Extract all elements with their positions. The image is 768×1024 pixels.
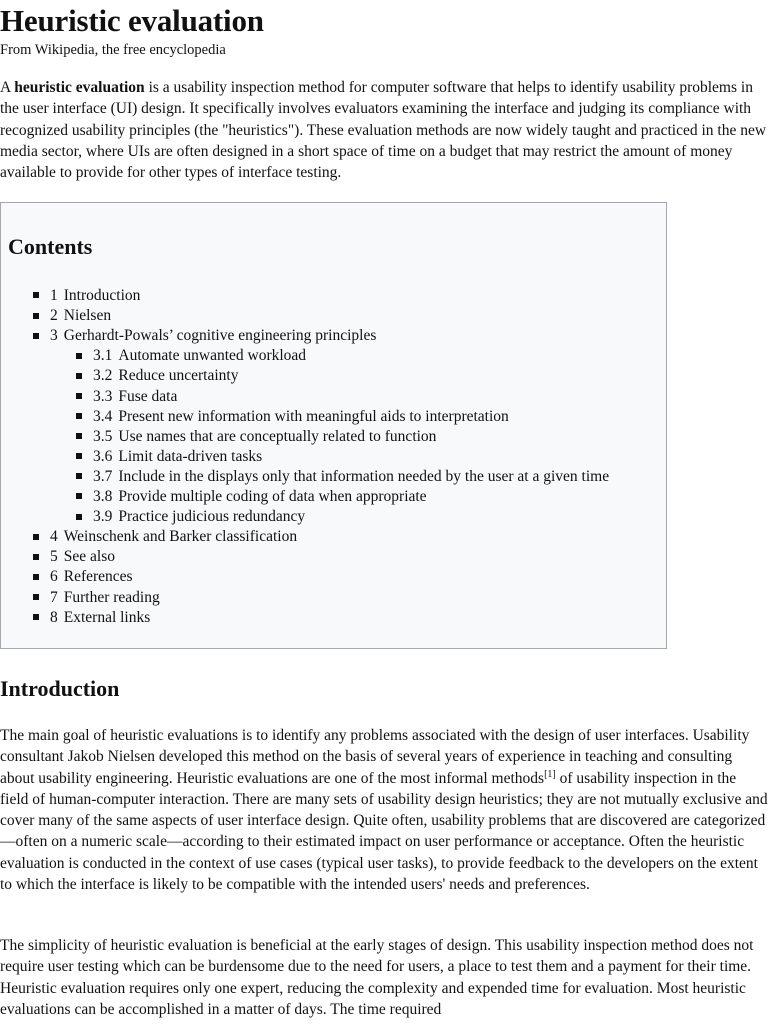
toc-number: 7	[50, 588, 58, 606]
lead-bold-term: heuristic evaluation	[14, 79, 145, 96]
citation-link-1[interactable]: [1]	[544, 768, 556, 780]
introduction-text-rest: of usability inspection in the field of human-computer interaction. There are many sets of usability design heuristics; they are not mutually exclusive and cover many of the same aspects of user interface design. Quite often, usability problems that are discovered are categorized—often on a numeric scale—according to their estimated impact on user performance or acceptance. Often the heuristic evaluation is conducted in the context of use cases (typical user tasks), to provide feedback to the developers on the extent to which the interface is likely to be compatible with the intended users' needs and preferences.	[0, 769, 768, 894]
bullet-icon	[76, 473, 82, 479]
toc-title: Contents	[8, 234, 93, 259]
toc-item[interactable]	[76, 507, 305, 527]
introduction-paragraph-2: The simplicity of heuristic evaluation is beneficial at the early stages of design. This usability inspection method does not require user testing which can be burdensome due to the need for users, a place to test them and a payment for their time. Heuristic evaluation requires only one expert, reducing the complexity and expended time for evaluation. Most heuristic evaluations can be accomplished in a matter of days. The time required	[0, 937, 754, 1018]
toc-link[interactable]	[50, 568, 133, 585]
toc-item[interactable]	[33, 567, 133, 587]
section-heading-introduction: Introduction	[0, 676, 120, 701]
toc-item[interactable]	[33, 588, 160, 608]
bullet-icon	[76, 373, 82, 379]
toc-label: Weinschenk and Barker classification	[63, 528, 298, 546]
toc-number: 3.8	[93, 488, 113, 505]
toc-number: 3.1	[93, 347, 113, 365]
toc-number: 5	[50, 548, 58, 566]
toc-number: 6	[50, 568, 58, 586]
site-subtitle: From Wikipedia, the free encyclopedia	[0, 42, 226, 58]
toc-number: 3	[50, 327, 58, 345]
toc-item[interactable]	[76, 407, 509, 427]
bullet-icon	[33, 574, 39, 580]
toc-label: Limit data-driven tasks	[118, 447, 263, 465]
toc-link[interactable]	[93, 448, 262, 465]
toc-link[interactable]	[50, 528, 297, 545]
toc-label: Present new information with meaningful aids to interpretation	[118, 407, 509, 425]
toc-item[interactable]	[76, 366, 238, 386]
toc-label: Include in the displays only that information needed by the user at a given time	[118, 467, 610, 485]
toc-label: Use names that are conceptually related to function	[118, 427, 437, 445]
bullet-icon	[76, 413, 82, 419]
bullet-icon	[76, 493, 82, 499]
toc-number: 3.5	[93, 427, 113, 445]
toc-link[interactable]	[50, 548, 115, 565]
toc-item[interactable]	[33, 306, 111, 326]
toc-link[interactable]	[50, 327, 376, 344]
bullet-icon	[76, 353, 82, 359]
toc-label: Reduce uncertainty	[118, 367, 239, 385]
toc-link[interactable]	[50, 307, 111, 324]
citation-ref	[544, 768, 556, 779]
toc-number: 3.9	[93, 508, 113, 526]
toc-number: 1	[50, 287, 58, 304]
introduction-paragraph-1	[0, 725, 768, 895]
lead-text-rest: is a usability inspection method for computer software that helps to identify usability problems in the user interface (UI) design. It specifically involves evaluators examining the interface and judging its compliance with recognized usability principles (the "heuristics"). These evaluation methods are now widely taught and practiced in the new media sector, where UIs are often designed in a short space of time on a budget that may restrict the amount of money available to provide for other types of interface testing.	[0, 79, 767, 182]
toc-link[interactable]	[93, 468, 609, 485]
bullet-icon	[33, 554, 39, 560]
toc-label: External links	[63, 608, 151, 626]
toc-label: Introduction	[63, 287, 141, 304]
toc-item[interactable]	[33, 527, 297, 547]
toc-label: References	[63, 568, 133, 586]
bullet-icon	[33, 333, 39, 339]
toc-number: 8	[50, 608, 58, 626]
toc-link[interactable]	[50, 287, 140, 304]
toc-number: 4	[50, 528, 58, 546]
introduction-text-start: The main goal of heuristic evaluations is to identify any problems associated with the design of user interfaces. Usability consultant Jakob Nielsen developed this method on the basis of several years of experience in teaching and consulting about usability engineering. Heuristic evaluations are one of the most informal methods	[0, 727, 750, 787]
toc-number: 3.6	[93, 447, 113, 465]
toc-label: Nielsen	[63, 307, 112, 325]
toc-link[interactable]	[50, 609, 150, 626]
bullet-icon	[33, 594, 39, 600]
toc-number: 3.3	[93, 387, 113, 405]
toc-item[interactable]	[33, 547, 115, 567]
page-title: Heuristic evaluation	[0, 3, 264, 38]
toc-number: 3.2	[93, 367, 113, 385]
table-of-contents	[0, 202, 667, 649]
toc-label: Gerhardt-Powals’ cognitive engineering principles	[63, 327, 377, 345]
bullet-icon	[33, 292, 39, 298]
toc-item[interactable]	[33, 286, 140, 306]
toc-link[interactable]	[93, 508, 305, 525]
bullet-icon	[76, 393, 82, 399]
lead-text-start: A	[0, 79, 15, 96]
toc-item[interactable]	[76, 387, 177, 407]
toc-item[interactable]	[76, 427, 436, 447]
toc-link[interactable]	[93, 347, 306, 364]
toc-link[interactable]	[93, 388, 177, 405]
toc-item[interactable]	[76, 447, 262, 467]
toc-number: 3.4	[93, 407, 113, 425]
toc-label: Fuse data	[118, 387, 178, 405]
lead-paragraph	[0, 77, 768, 183]
toc-label: Provide multiple coding of data when appropriate	[118, 488, 427, 505]
toc-item[interactable]	[76, 346, 306, 366]
bullet-icon	[33, 534, 39, 540]
toc-label: See also	[63, 548, 115, 566]
bullet-icon	[33, 313, 39, 319]
toc-item[interactable]	[76, 467, 609, 487]
toc-link[interactable]	[93, 408, 509, 425]
toc-link[interactable]	[93, 488, 427, 505]
toc-label: Practice judicious redundancy	[118, 508, 306, 526]
bullet-icon	[76, 433, 82, 439]
toc-number: 2	[50, 307, 58, 325]
toc-label: Automate unwanted workload	[118, 347, 307, 365]
bullet-icon	[76, 453, 82, 459]
toc-item[interactable]	[33, 326, 376, 346]
toc-link[interactable]	[93, 428, 436, 445]
bullet-icon	[76, 514, 82, 520]
toc-item[interactable]	[33, 608, 150, 628]
bullet-icon	[33, 614, 39, 620]
toc-item[interactable]	[76, 487, 427, 507]
toc-link[interactable]	[93, 367, 238, 384]
toc-label: Further reading	[63, 588, 160, 606]
toc-link[interactable]	[50, 589, 160, 606]
toc-number: 3.7	[93, 467, 113, 485]
